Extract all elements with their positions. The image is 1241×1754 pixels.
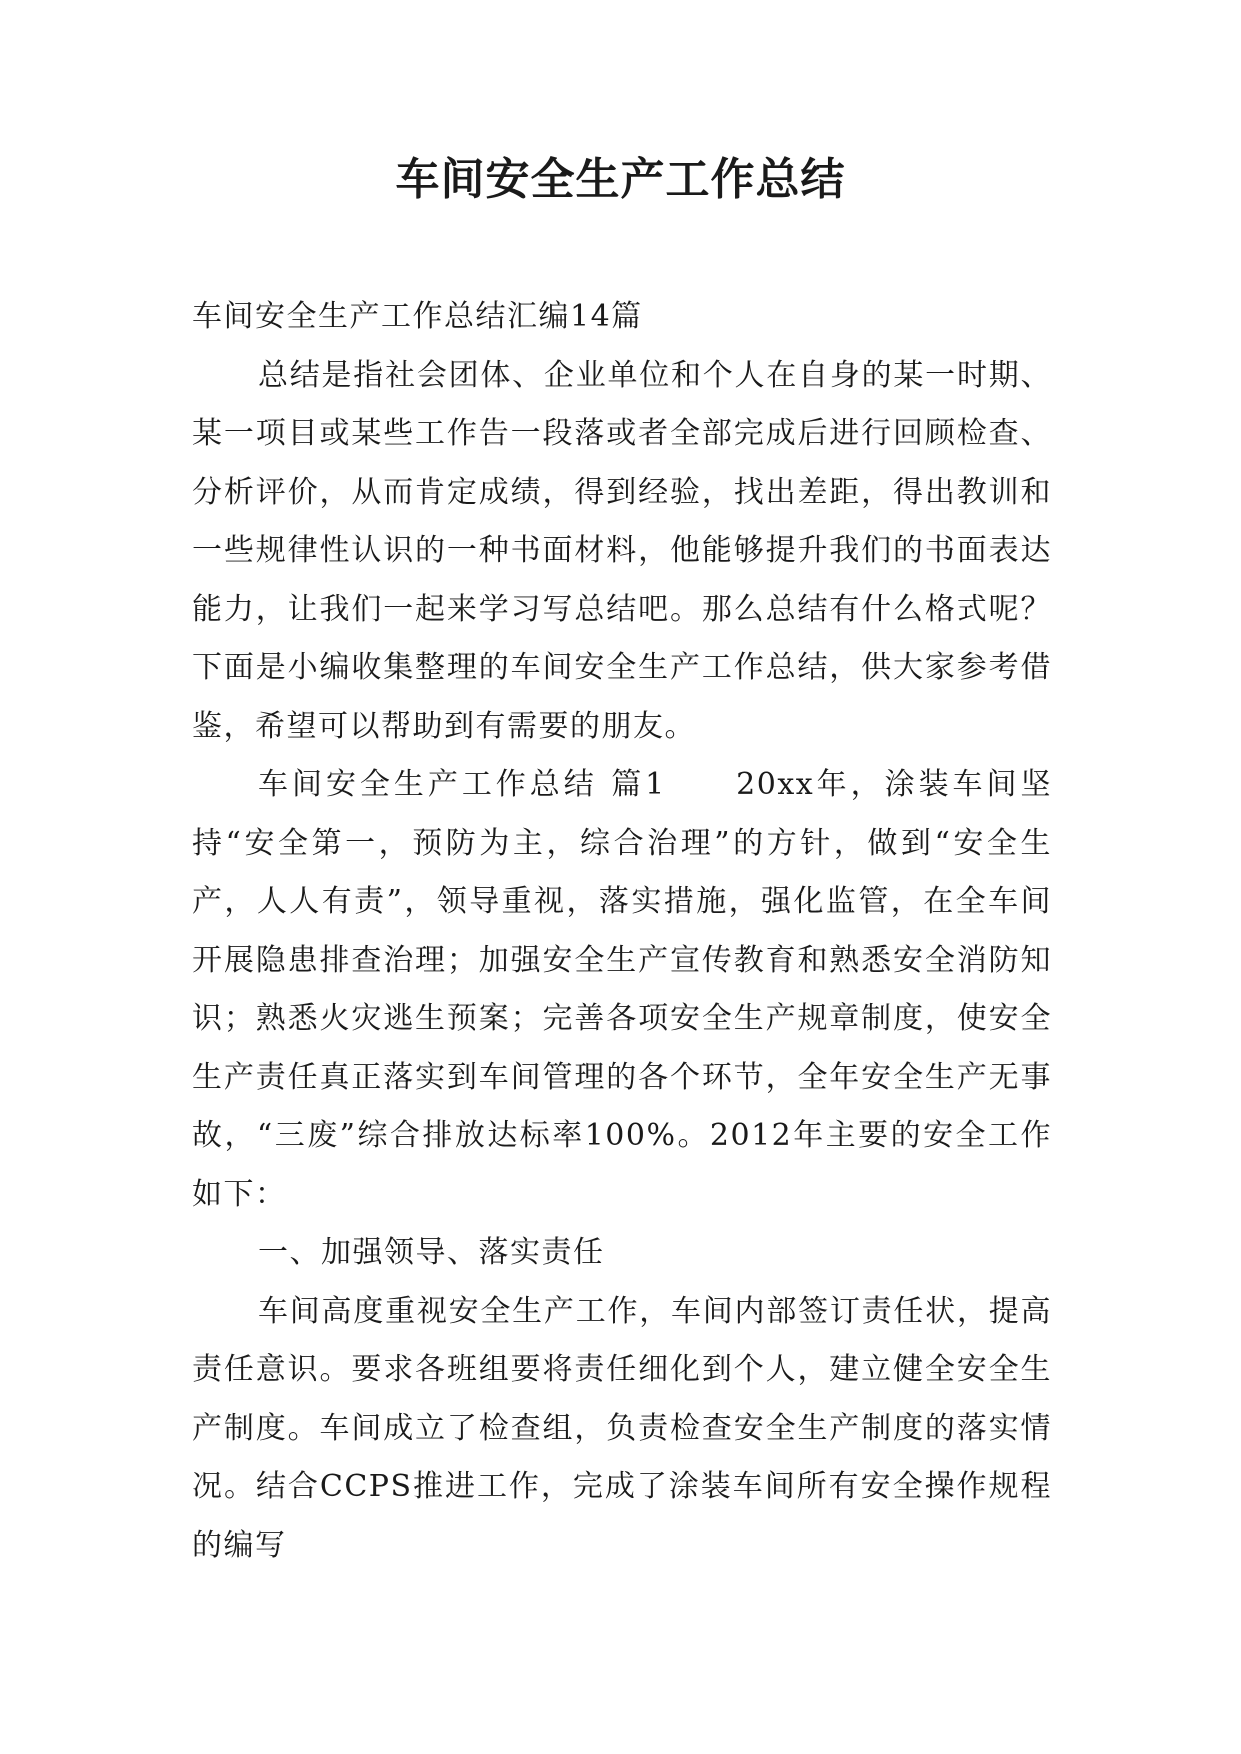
document-title: 车间安全生产工作总结	[395, 154, 846, 205]
section-paragraph: 车间高度重视安全生产工作，车间内部签订责任状，提高责任意识。要求各班组要将责任细化到个人，建立健全安全生产制度。车间成立了检查组，负责检查安全生产制度的落实情况。结合CCPS推进工作，完成了涂装车间所有安全操作规程的编写	[192, 1293, 1052, 1563]
part1-paragraph: 车间安全生产工作总结 篇1 20xx年，涂装车间坚持“安全第一，预防为主，综合治理”的方针，做到“安全生产，人人有责”，领导重视，落实措施，强化监管，在全车间开展隐患排查治理；加强安全生产宣传教育和熟悉安全消防知识；熟悉火灾逃生预案；完善各项安全生产规章制度，使安全生产责任真正落实到车间管理的各个环节，全年安全生产无事故，“三废”综合排放达标率100%。2012年主要的安全工作如下：	[192, 767, 1052, 1212]
document-body	[192, 288, 1052, 1575]
intro-paragraph: 总结是指社会团体、企业单位和个人在自身的某一时期、某一项目或某些工作告一段落或者全部完成后进行回顾检查、分析评价，从而肯定成绩，得到经验，找出差距，得出教训和一些规律性认识的一种书面材料，他能够提升我们的书面表达能力，让我们一起来学习写总结吧。那么总结有什么格式呢？下面是小编收集整理的车间安全生产工作总结，供大家参考借鉴，希望可以帮助到有需要的朋友。	[192, 357, 1052, 744]
section-heading: 一、加强领导、落实责任	[258, 1235, 605, 1270]
document-subtitle: 车间安全生产工作总结汇编14篇	[192, 299, 643, 334]
